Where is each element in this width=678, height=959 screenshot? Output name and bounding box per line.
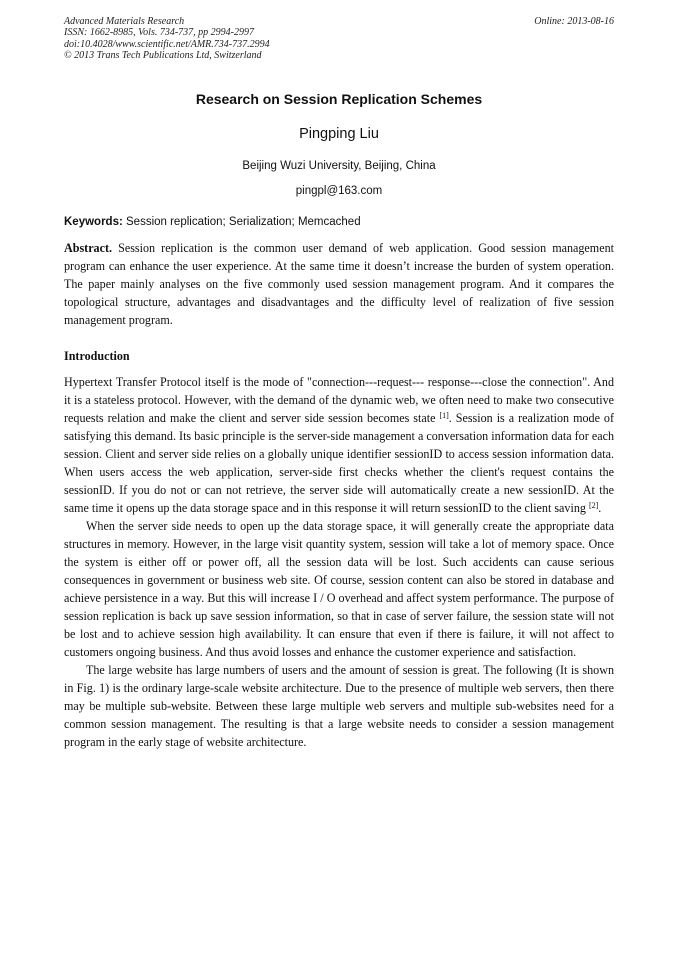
citation-1: [1] (439, 411, 449, 420)
intro-paragraph-3: The large website has large numbers of users and the amount of session is great. The following (It is shown in Fig. 1) is the ordinary large-scale website architecture. Due to the presence of multiple web servers, then there may be multiple sub-website. Between these large multiple web servers and multiple sub-websites need for a common session management. The resulting is that a large website needs to consider a session management program in the early stage of website architecture. (64, 663, 614, 749)
citation-2: [2] (588, 501, 599, 510)
journal-header (64, 16, 270, 62)
affiliation: Beijing Wuzi University, Beijing, China (242, 160, 436, 172)
abstract-text: Session replication is the common user demand of web application. Good session management program can enhance the user experience. At the same time it doesn’t increase the burden of system operation. The paper mainly analyses on the five commonly used session management program. And it compares the topological structure, advantages and disadvantages and the difficulty level of realization of five session management program. (64, 241, 614, 327)
author-email: pingpl@163.com (295, 185, 383, 197)
paper-title: Research on Session Replication Schemes (195, 91, 483, 107)
keywords-line (64, 216, 614, 228)
online-date: Online: 2013-08-16 (534, 16, 614, 27)
intro-p1-part-a: Hypertext Transfer Protocol itself is the mode of "connection---request--- response---close the connection". And it is a stateless protocol. However, with the demand of the dynamic web, we often need to make two consecutive requests relation and make the client and server side session becomes state (64, 375, 614, 425)
author-name: Pingping Liu (299, 126, 379, 142)
journal-name: Advanced Materials Research (64, 16, 185, 27)
intro-paragraph-2: When the server side needs to open up the data storage space, it will generally create the appropriate data structures in memory. However, in the large visit quantity system, session will take a lot of memory space. Once the system is either off or power off, all the session data will be lost. Such accidents can cause serious consequences in government or business web site. Of course, session content can also be stored in database and achieve persistence in a way. But this will increase I / O overhead and affect system performance. The purpose of session replication is back up save session information, so that in case of server failure, the session state will not be lost and to achieve session high availability. It can ensure that even if there is failure, it will not affect to customers ongoing business. And thus avoid losses and enhance the customer experience and satisfaction. (64, 519, 614, 659)
doi-line: doi:10.4028/www.scientific.net/AMR.734-737.2994 (64, 38, 270, 50)
introduction-body (64, 373, 614, 751)
keywords-label: Keywords: (64, 216, 123, 228)
intro-p1-part-b: . Session is a realization mode of satisfying this demand. Its basic principle is the server-side management a conversation information data for each session. Client and server side relies on a globally unique identifier sessionID to access session information data. When users access the web application, server-side first checks whether the client's request contains the sessionID. If you do not or can not retrieve, the server side will automatically create a new sessionID. At the same time it opens up the data storage space and in this response it will return sessionID to the client saving (64, 411, 614, 515)
introduction-heading: Introduction (64, 349, 130, 363)
intro-p1-part-c: . (598, 501, 602, 515)
intro-paragraph-1 (64, 373, 614, 517)
abstract-label: Abstract. (64, 241, 113, 255)
abstract-paragraph (64, 239, 614, 329)
keywords-text: Session replication; Serialization; Memcached (126, 216, 361, 228)
copyright-line: © 2013 Trans Tech Publications Ltd, Switzerland (64, 50, 262, 62)
issn-line: ISSN: 1662-8985, Vols. 734-737, pp 2994-2997 (64, 27, 254, 39)
